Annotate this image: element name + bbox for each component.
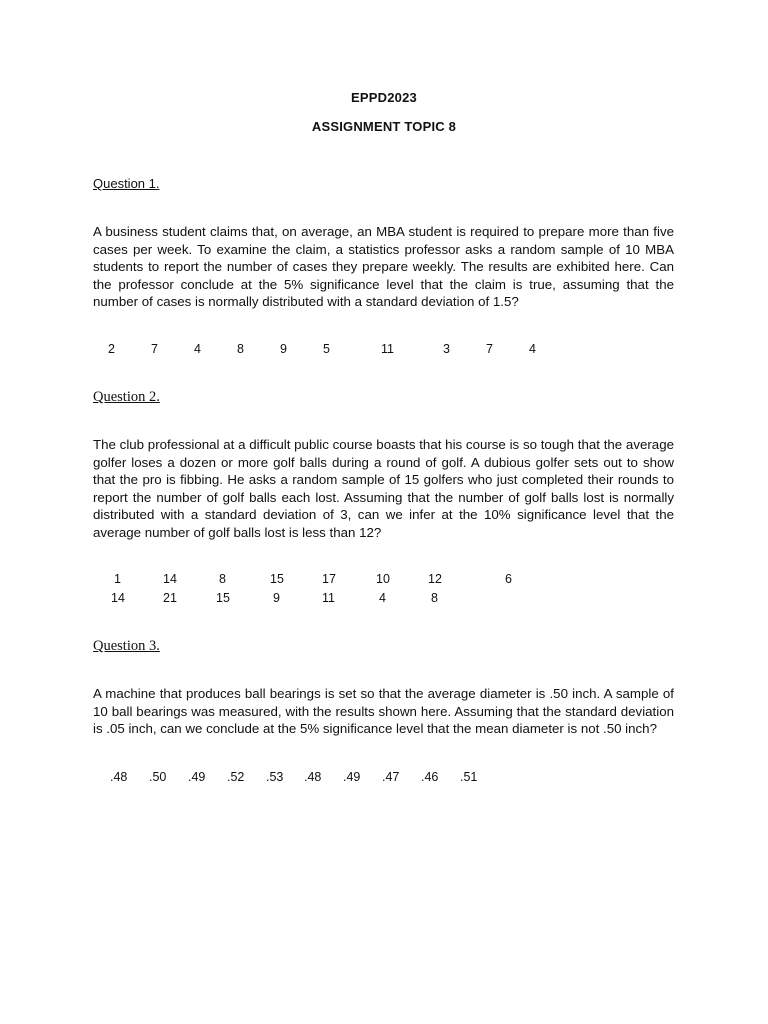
data-value: 8: [237, 342, 244, 356]
data-value: 6: [505, 572, 512, 586]
data-value: .53: [266, 770, 284, 784]
question-1-text: A business student claims that, on average, an MBA student is required to prepare more than five cases per week. To examine the claim, a statistics professor asks a random sample of 10 MBA students to report the number of cases they prepare weekly. The results are exhibited here. Can the professor conclude at the 5% significance level that the claim is true, assuming that the number of cases is normally distributed with a standard deviation of 1.5?: [93, 224, 674, 310]
data-value: 21: [163, 591, 177, 605]
data-value: .50: [149, 770, 167, 784]
data-value: 9: [273, 591, 280, 605]
data-value: 10: [376, 572, 390, 586]
data-value: 7: [486, 342, 493, 356]
data-value: 8: [219, 572, 226, 586]
question-3-text: A machine that produces ball bearings is set so that the average diameter is .50 inch. A sample of 10 ball bearings was measured, with the results shown here. Assuming that the standard deviation is .05 inch, can we conclude at the 5% significance level that the mean diameter is not .50 inch?: [93, 686, 674, 737]
data-value: .46: [421, 770, 439, 784]
document-title: ASSIGNMENT TOPIC 8: [311, 119, 457, 134]
data-value: .47: [382, 770, 400, 784]
data-value: .51: [460, 770, 478, 784]
data-value: 4: [379, 591, 386, 605]
data-value: .48: [304, 770, 322, 784]
data-value: 9: [280, 342, 287, 356]
document-code: EPPD2023: [351, 90, 417, 105]
data-value: 12: [428, 572, 442, 586]
data-value: .49: [188, 770, 206, 784]
data-value: 4: [529, 342, 536, 356]
data-value: .49: [343, 770, 361, 784]
data-value: .48: [110, 770, 128, 784]
data-value: 3: [443, 342, 450, 356]
data-value: 7: [151, 342, 158, 356]
data-value: 5: [323, 342, 330, 356]
data-value: 15: [216, 591, 230, 605]
data-value: 8: [431, 591, 438, 605]
data-value: 17: [322, 572, 336, 586]
data-value: 2: [108, 342, 115, 356]
data-value: 14: [163, 572, 177, 586]
data-value: 11: [322, 591, 335, 605]
question-3-heading: Question 3.: [93, 638, 160, 654]
question-2-text: The club professional at a difficult public course boasts that his course is so tough that the average golfer loses a dozen or more golf balls during a round of golf. A dubious golfer sets out to show that the pro is fibbing. He asks a random sample of 15 golfers who just completed their rounds to report the number of golf balls each lost. Assuming that the number of golf balls lost is normally distributed with a standard deviation of 3, can we infer at the 10% significance level that the average number of golf balls lost is less than 12?: [93, 437, 674, 540]
question-1-heading: Question 1.: [93, 176, 160, 191]
data-value: 11: [381, 342, 394, 356]
data-value: 4: [194, 342, 201, 356]
data-value: 1: [114, 572, 121, 586]
data-value: 15: [270, 572, 284, 586]
data-value: 14: [111, 591, 125, 605]
question-2-heading: Question 2.: [93, 389, 160, 405]
data-value: .52: [227, 770, 245, 784]
